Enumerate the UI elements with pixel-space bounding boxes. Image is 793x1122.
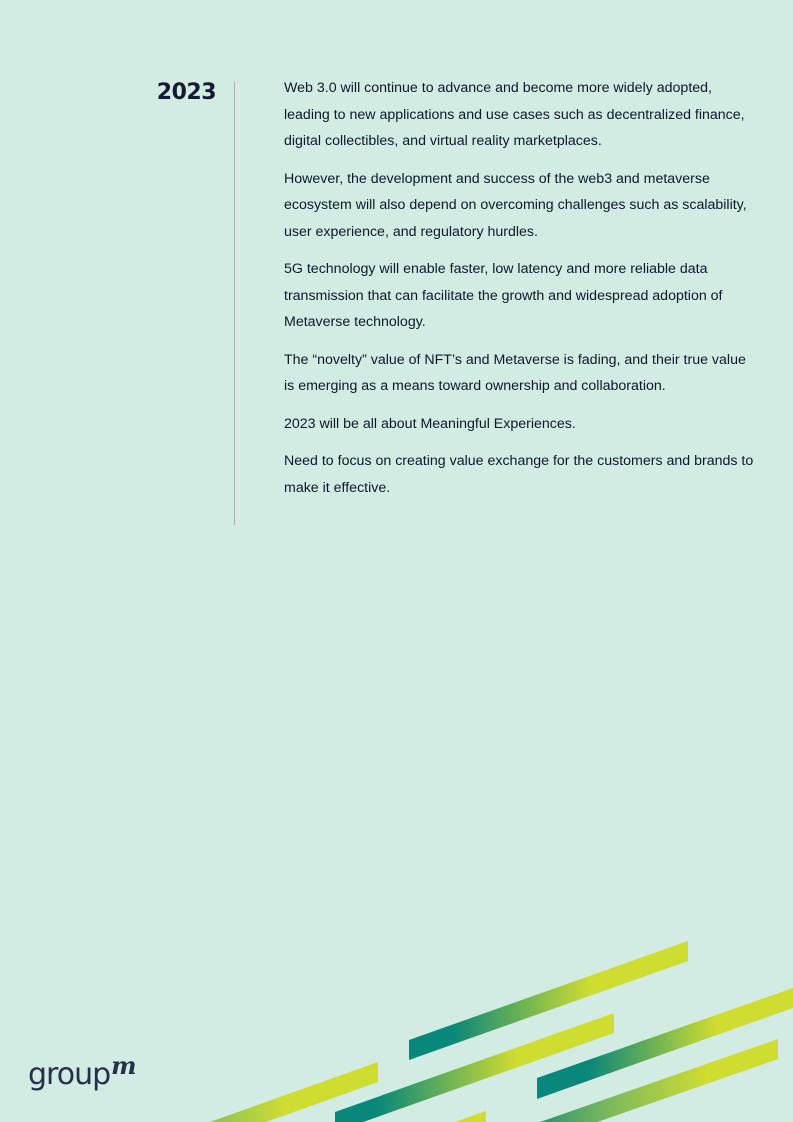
paragraph: However, the development and success of the web3 and metaverse ecosystem will also depend on overcoming challenges such as scalability, user experience, and regulatory hurdles. (284, 170, 747, 240)
paragraph: 2023 will be all about Meaningful Experiences. (284, 415, 576, 432)
groupm-logo (28, 1051, 136, 1092)
section-year: 2023 (156, 80, 216, 105)
logo-main-text: group (28, 1057, 111, 1092)
logo-superscript: m (111, 1051, 136, 1080)
stripe (455, 1111, 486, 1122)
paragraph: 5G technology will enable faster, low latency and more reliable data transmission that can facilitate the growth and widespread adoption of Metaverse technology. (284, 261, 723, 330)
paragraph: The “novelty” value of NFT’s and Metaverse is fading, and their true value is emerging as a means toward ownership and collaboration. (284, 351, 746, 394)
paragraph: Web 3.0 will continue to advance and become more widely adopted, leading to new applications and use cases such as decentralized finance, digital collectibles, and virtual reality marketplaces. (284, 80, 745, 149)
paragraph: Need to focus on creating value exchange for the customers and brands to make it effective. (284, 453, 754, 496)
